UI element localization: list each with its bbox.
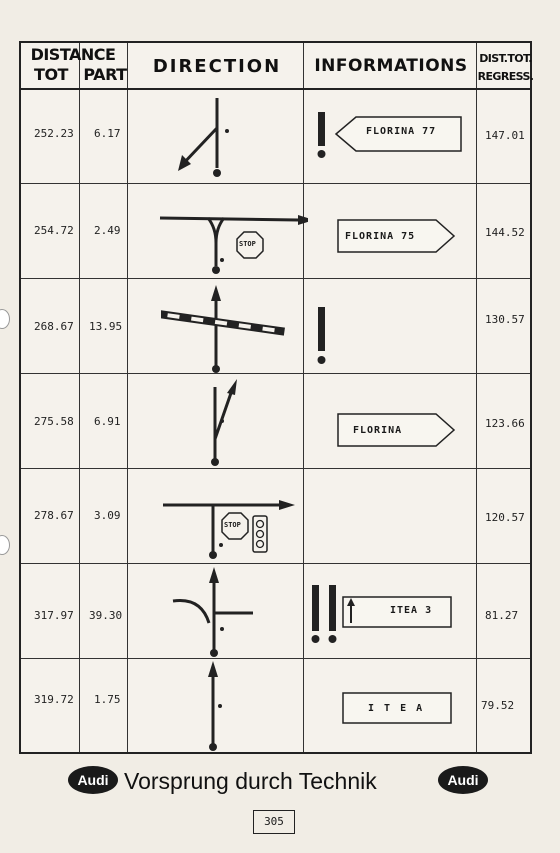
header-direction: DIRECTION [152, 56, 282, 77]
header-informations: INFORMATIONS [314, 56, 468, 76]
direction-sign-text: FLORINA 77 [366, 126, 437, 137]
column-divider-info-regress [476, 43, 477, 752]
place-sign-text: I T E A [368, 703, 425, 714]
binder-hole [0, 309, 10, 329]
row-divider [21, 278, 530, 279]
row-tot: 268.67 [34, 320, 74, 333]
row-divider [21, 183, 530, 184]
row-regress: 79.52 [481, 699, 515, 712]
row-regress: 147.01 [485, 129, 525, 142]
route-sign-text: ITEA 3 [390, 605, 433, 616]
row-regress: 81.27 [485, 609, 519, 622]
roadbook-table [19, 41, 532, 754]
column-divider-part-direction [127, 43, 128, 752]
row-tot: 252.23 [34, 127, 74, 140]
binder-hole [0, 535, 10, 555]
row-tot: 275.58 [34, 415, 74, 428]
row-tot: 278.67 [34, 509, 74, 522]
row-divider [21, 658, 530, 659]
straight-ahead-icon [201, 661, 231, 753]
direction-sign-text: FLORINA [353, 425, 403, 436]
direction-sign-text: FLORINA 75 [345, 231, 416, 242]
header-tot: TOT [34, 65, 68, 84]
traffic-light-icon [252, 515, 268, 553]
row-tot: 254.72 [34, 224, 74, 237]
row-regress: 120.57 [485, 511, 525, 524]
row-part: 1.75 [94, 693, 121, 706]
t-junction-icon [158, 208, 308, 278]
header-part: PART [83, 65, 127, 84]
bear-right-icon [191, 379, 251, 469]
stop-sign-label: STOP [239, 240, 256, 248]
row-regress: 123.66 [485, 417, 525, 430]
header-dist-tot: DIST.TOT. [479, 52, 532, 65]
column-divider-tot-part [79, 43, 80, 752]
exclamation-icon [311, 305, 331, 369]
audi-logo-right: Audi [438, 766, 488, 794]
row-part: 6.17 [94, 127, 121, 140]
row-part: 13.95 [89, 320, 123, 333]
row-part: 3.09 [94, 509, 121, 522]
header-distance: DISTANCE [30, 45, 116, 64]
level-crossing-icon [161, 285, 301, 375]
row-regress: 130.57 [485, 313, 525, 326]
row-part: 2.49 [94, 224, 121, 237]
stop-sign-label: STOP [224, 521, 241, 529]
slogan: Vorsprung durch Technik [124, 768, 377, 794]
row-part: 6.91 [94, 415, 121, 428]
row-part: 39.30 [89, 609, 123, 622]
row-tot: 319.72 [34, 693, 74, 706]
page-number: 305 [253, 810, 295, 834]
exclamation-icon [311, 107, 471, 177]
row-divider [21, 563, 530, 564]
crossroads-icon [171, 567, 261, 657]
header-divider [21, 88, 530, 90]
audi-logo-left: Audi [68, 766, 118, 794]
row-tot: 317.97 [34, 609, 74, 622]
row-regress: 144.52 [485, 226, 525, 239]
column-divider-direction-info [303, 43, 304, 752]
fork-left-icon [161, 93, 261, 183]
header-regress: REGRESS. [477, 70, 534, 83]
row-divider [21, 468, 530, 469]
